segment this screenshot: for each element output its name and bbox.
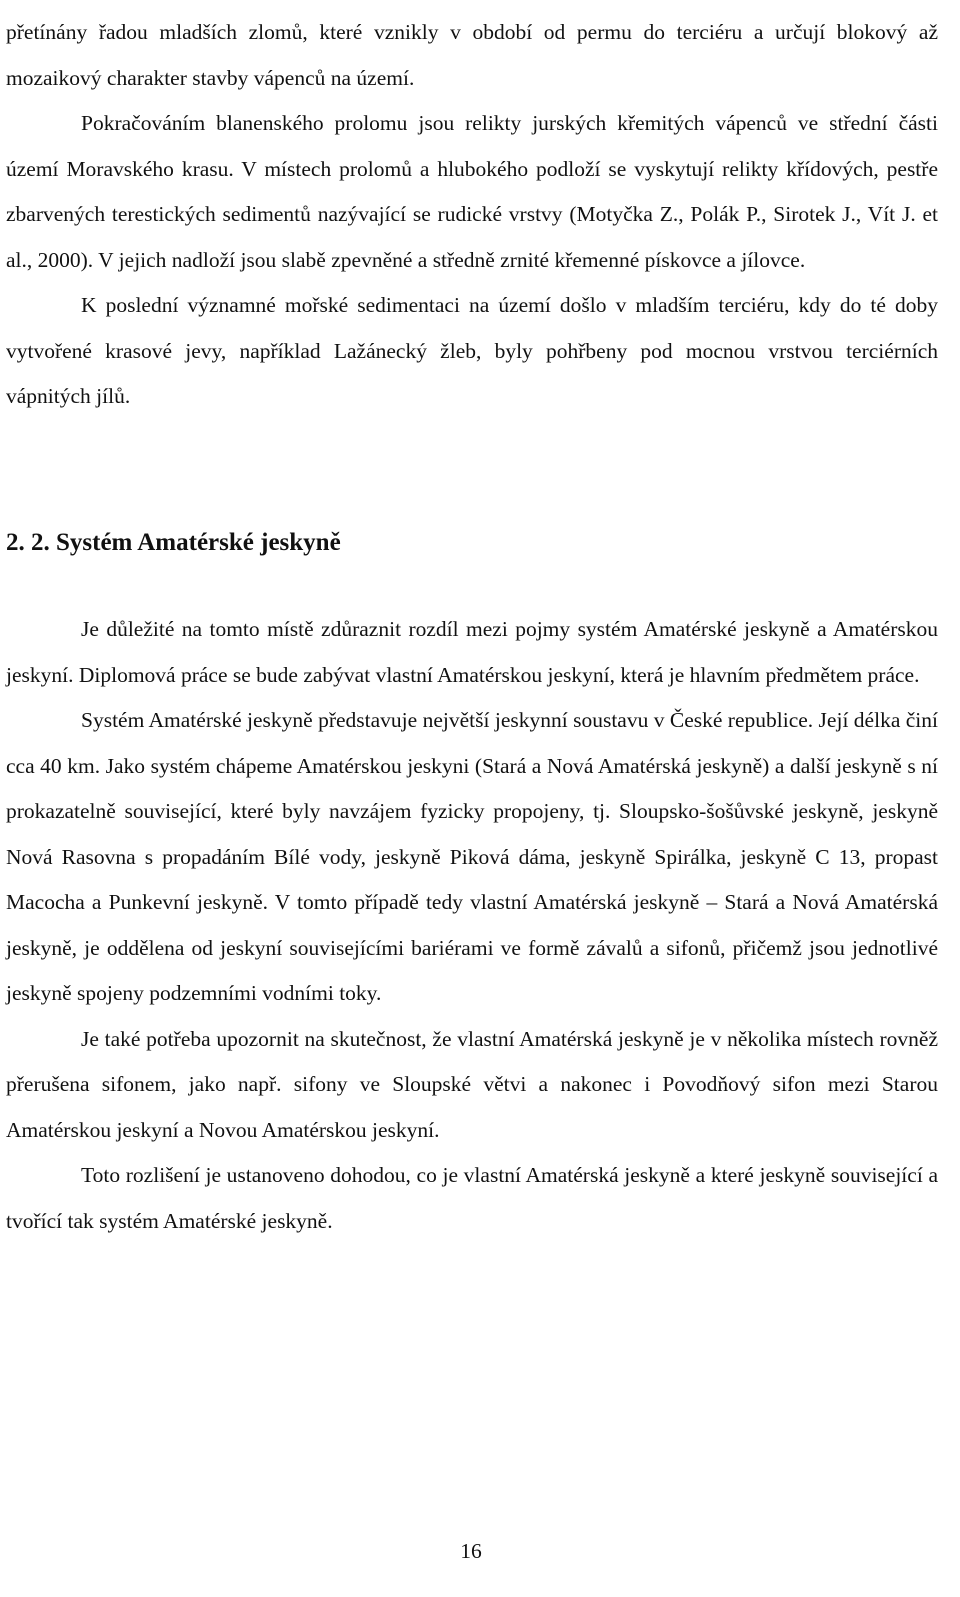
paragraph-sifony: Je také potřeba upozornit na skutečnost, že vlastní Amatérská jeskyně je v několika místech rovněž přerušena sifonem, jako např. sifony ve Sloupské větvi a nakonec i Povodňový sifon mezi Starou Amatérskou jeskyní a Novou Amatérskou jeskyní. <box>6 1026 938 1142</box>
section-heading: 2. 2. Systém Amatérské jeskyně <box>6 529 341 556</box>
paragraph-blanensky-prolom: Pokračováním blanenského prolomu jsou relikty jurských křemitých vápenců ve střední části území Moravského krasu. V místech prolomů a hlubokého podloží se vyskytují relikty křídových, pestře zbarvených terestických sedimentů nazývající se rudické vrstvy (Motyčka Z., Polák P., Sirotek J., Vít J. et al., 2000). V jejich nadloží jsou slabě zpevněné a středně zrnité křemenné pískovce a jílovce. <box>6 111 938 272</box>
paragraph-system-popis: Systém Amatérské jeskyně představuje největší jeskynní soustavu v České republice. Její délka činí cca 40 km. Jako systém chápeme Amatérskou jeskyni (Stará a Nová Amatérská jeskyně) a další jeskyně s ní prokazatelně související, které byly navzájem fyzicky propojeny, tj. Sloupsko-šošůvské jeskyně, jeskyně Nová Rasovna s propadáním Bílé vody, jeskyně Piková dáma, jeskyně Spirálka, jeskyně C 13, propast Macocha a Punkevní jeskyně. V tomto případě tedy vlastní Amatérská jeskyně – Stará a Nová Amatérská jeskyně, je oddělena od jeskyní souvisejícími bariérami ve formě závalů a sifonů, přičemž jsou jednotlivé jeskyně spojeny podzemními vodními toky. <box>6 708 938 1005</box>
paragraph-continuation: přetínány řadou mladších zlomů, které vznikly v období od permu do terciéru a určují blokový až mozaikový charakter stavby vápenců na území. <box>6 20 938 90</box>
page-number: 16 <box>460 1539 482 1563</box>
section-amaterska-text <box>6 607 938 1244</box>
paragraph-rozliseni: Toto rozlišení je ustanoveno dohodou, co je vlastní Amatérská jeskyně a které jeskyně související a tvořící tak systém Amatérské jeskyně. <box>6 1163 938 1233</box>
paragraph-rozdil-pojmu: Je důležité na tomto místě zdůraznit rozdíl mezi pojmy systém Amatérské jeskyně a Amatérskou jeskyní. Diplomová práce se bude zabývat vlastní Amatérskou jeskyní, která je hlavním předmětem práce. <box>6 617 938 687</box>
paragraph-tercier-sedimentace: K poslední významné mořské sedimentaci na území došlo v mladším terciéru, kdy do té doby vytvořené krasové jevy, například Lažánecký žleb, byly pohřbeny pod mocnou vrstvou terciérních vápnitých jílů. <box>6 293 938 408</box>
section-intro-text <box>6 10 938 420</box>
